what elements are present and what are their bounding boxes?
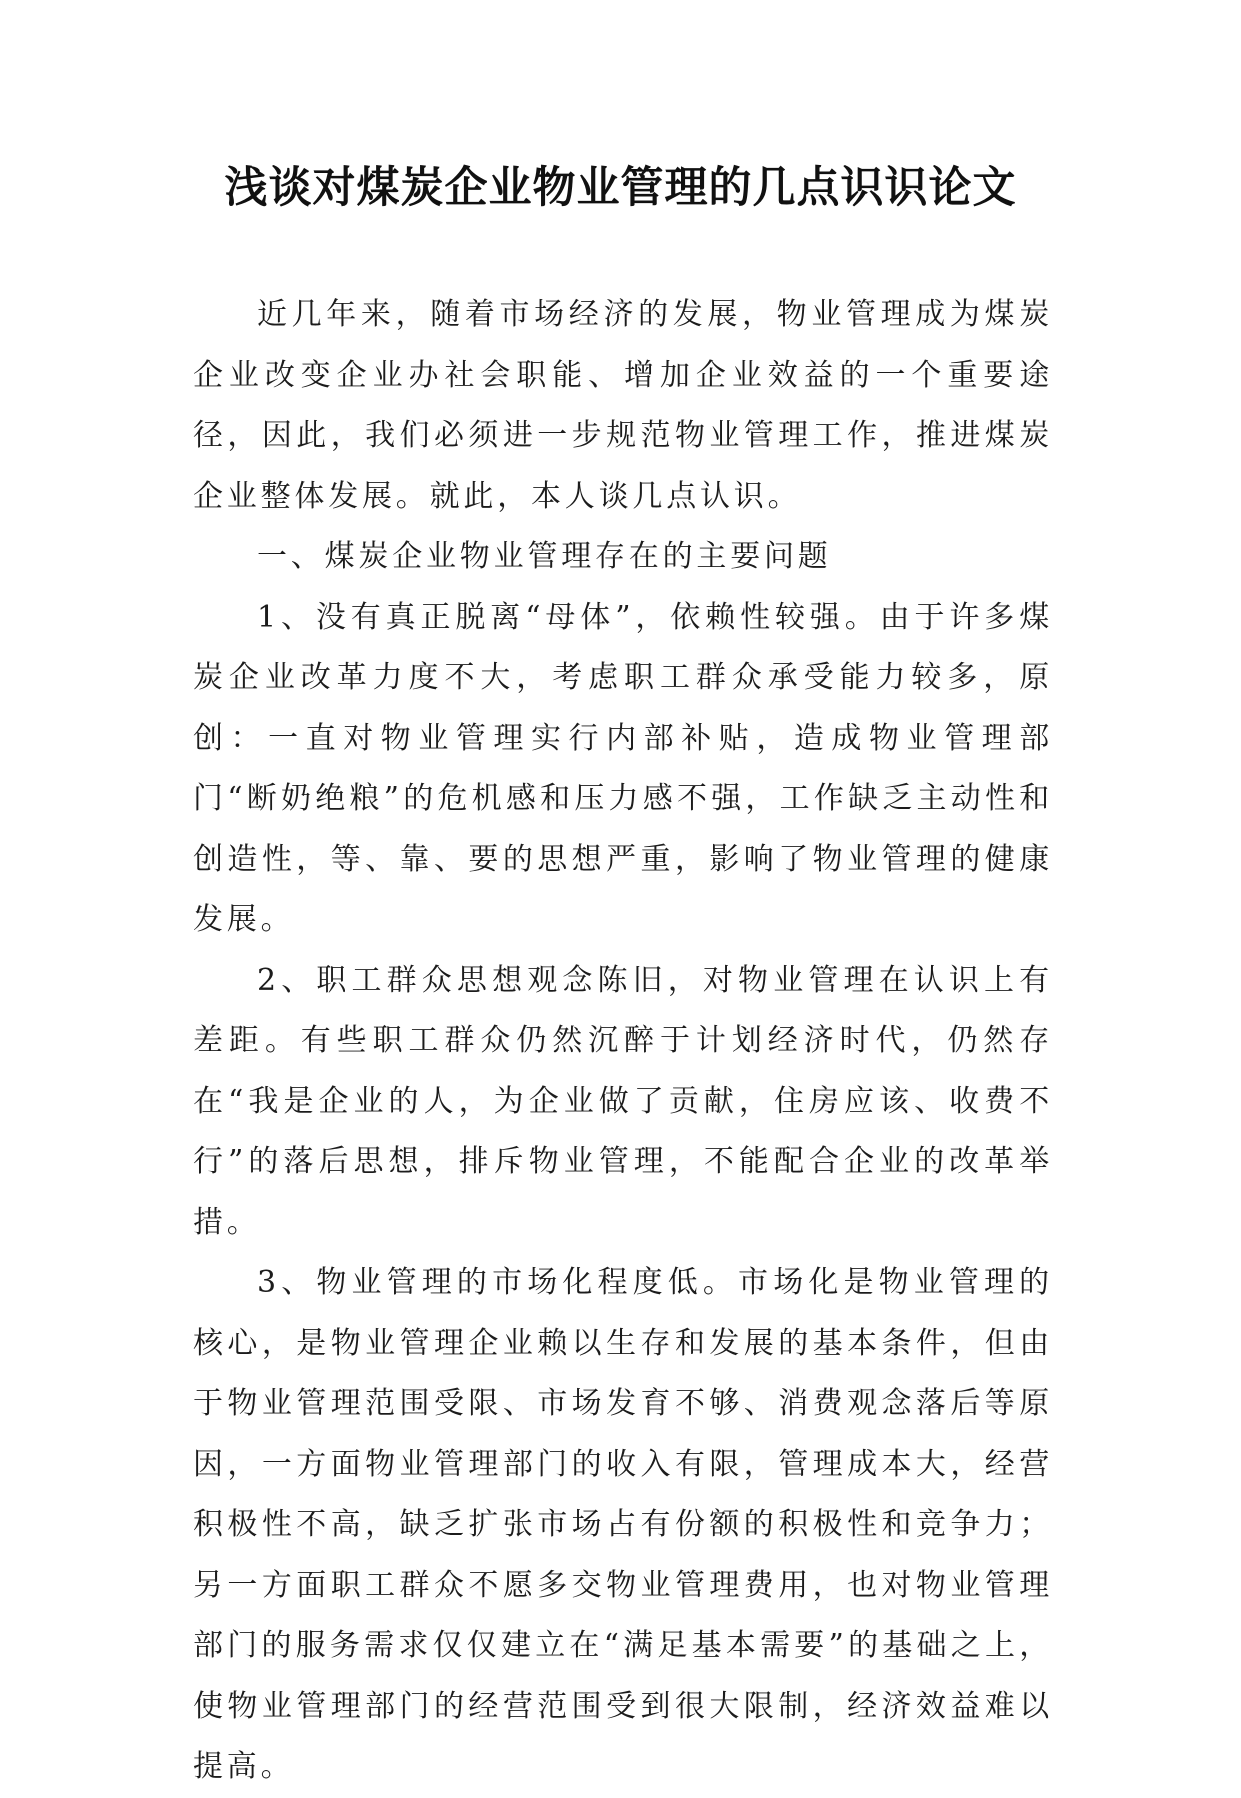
document-title: 浅谈对煤炭企业物业管理的几点识识论文 (224, 163, 1017, 213)
document-body (193, 285, 1053, 1798)
paragraph-problem-1: 1、没有真正脱离“母体”，依赖性较强。由于许多煤炭企业改革力度不大，考虑职工群众承受能力较多，原创：一直对物业管理实行内部补贴，造成物业管理部门“断奶绝粮”的危机感和压力感不强，工作缺乏主动性和创造性，等、靠、要的思想严重，影响了物业管理的健康发展。 (193, 599, 1053, 937)
paragraph-intro: 近几年来，随着市场经济的发展，物业管理成为煤炭企业改变企业办社会职能、增加企业效益的一个重要途径，因此，我们必须进一步规范物业管理工作，推进煤炭企业整体发展。就此，本人谈几点认识。 (193, 297, 1053, 514)
paragraph-problem-3: 3、物业管理的市场化程度低。市场化是物业管理的核心，是物业管理企业赖以生存和发展的基本条件，但由于物业管理范围受限、市场发育不够、消费观念落后等原因，一方面物业管理部门的收入有限，管理成本大，经营积极性不高，缺乏扩张市场占有份额的积极性和竞争力；另一方面职工群众不愿多交物业管理费用，也对物业管理部门的服务需求仅仅建立在“满足基本需要”的基础之上，使物业管理部门的经营范围受到很大限制，经济效益难以提高。 (193, 1265, 1053, 1784)
section-heading-1: 一、煤炭企业物业管理存在的主要问题 (257, 539, 832, 574)
paragraph-problem-2: 2、职工群众思想观念陈旧，对物业管理在认识上有差距。有些职工群众仍然沉醉于计划经济时代，仍然存在“我是企业的人，为企业做了贡献，住房应该、收费不行”的落后思想，排斥物业管理，不能配合企业的改革举措。 (193, 962, 1053, 1240)
